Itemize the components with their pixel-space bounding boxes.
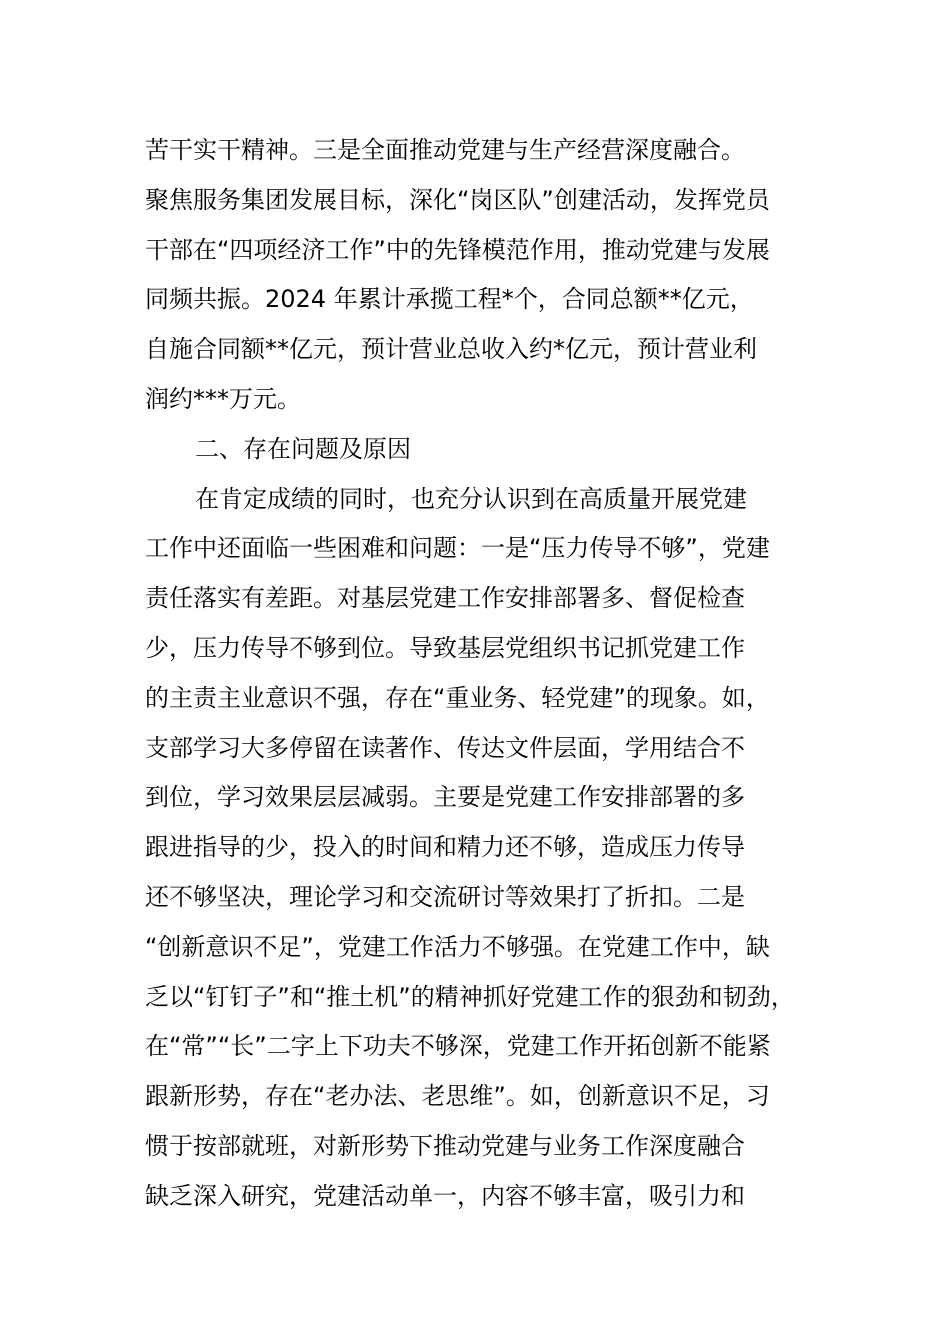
text-line: 跟新形势，存在“老办法、老思维”。如，创新意识不足，习 — [145, 1082, 770, 1111]
text-line: 乏以“钉钉子”和“推土机”的精神抓好党建工作的狠劲和韧劲， — [145, 982, 795, 1011]
text-line: 跟进指导的少，投入的时间和精力还不够，造成压力传导 — [145, 833, 745, 862]
body-text — [145, 126, 845, 1222]
text-line: 支部学习大多停留在读著作、传达文件层面，学用结合不 — [145, 733, 745, 762]
text-line: 在“常”“长”二字上下功夫不够深，党建工作开拓创新不能紧 — [145, 1032, 771, 1061]
text-line: 少，压力传导不够到位。导致基层党组织书记抓党建工作 — [145, 633, 745, 662]
text-line: 惯于按部就班，对新形势下推动党建与业务工作深度融合 — [145, 1131, 745, 1160]
text-line: 到位，学习效果层层减弱。主要是党建工作安排部署的多 — [145, 783, 745, 812]
text-line: “创新意识不足”，党建工作活力不够强。在党建工作中，缺 — [145, 932, 770, 961]
text-line: 工作中还面临一些困难和问题：一是“压力传导不够”，党建 — [145, 534, 770, 563]
text-line: 缺乏深入研究，党建活动单一，内容不够丰富，吸引力和 — [145, 1181, 745, 1210]
text-line: 责任落实有差距。对基层党建工作安排部署多、督促检查 — [145, 584, 745, 613]
text-line: 干部在“四项经济工作”中的先锋模范作用，推动党建与发展 — [145, 235, 770, 264]
text-line: 还不够坚决，理论学习和交流研讨等效果打了折扣。二是 — [145, 882, 745, 911]
text-line: 苦干实干精神。三是全面推动党建与生产经营深度融合。 — [145, 136, 745, 164]
text-line: 润约***万元。 — [145, 384, 301, 413]
text-line: 聚焦服务集团发展目标，深化“岗区队”创建活动，发挥党员 — [145, 185, 770, 214]
paragraph-start-line: 在肯定成绩的同时，也充分认识到在高质量开展党建 — [195, 484, 747, 513]
text-line: 同频共振。2024 年累计承揽工程*个，合同总额**亿元， — [145, 285, 754, 314]
section-heading: 二、存在问题及原因 — [195, 434, 411, 463]
text-line: 自施合同额**亿元，预计营业总收入约*亿元，预计营业利 — [145, 335, 757, 364]
text-line: 的主责主业意识不强，存在“重业务、轻党建”的现象。如， — [145, 683, 770, 712]
